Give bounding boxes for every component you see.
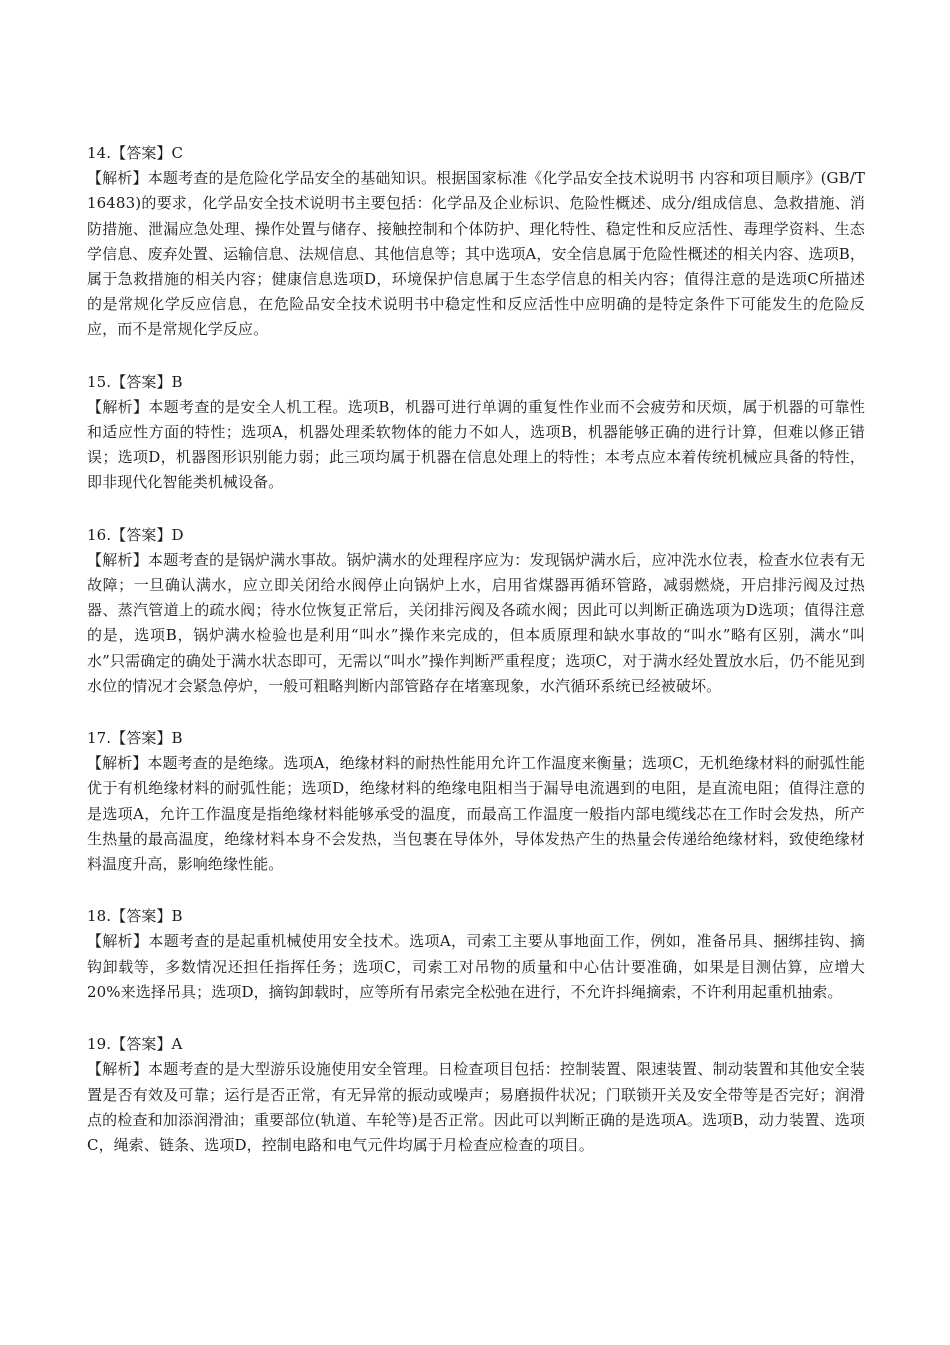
answer-item-15 (87, 370, 865, 496)
answer-heading: 19.【答案】A (87, 1035, 183, 1054)
answer-item-19 (87, 1032, 865, 1158)
answer-heading: 14.【答案】C (87, 144, 184, 162)
answer-item-14 (87, 141, 865, 343)
analysis-paragraph: 【解析】本题考查的是安全人机工程。选项B，机器可进行单调的重复性作业而不会疲劳和厌烦，属于机器的可靠性和适应性方面的特性；选项A，机器处理柔软物体的能力不如人，选项B，机器能够正确的进行计算，但难以修正错误；选项D，机器图形识别能力弱；此三项均属于机器在信息处理上的特性；本考点应本着传统机械应具备的特性，即非现代化智能类机械设备。 (87, 397, 865, 492)
analysis-paragraph: 【解析】本题考查的是大型游乐设施使用安全管理。日检查项目包括：控制装置、限速装置、制动装置和其他安全装置是否有效及可靠；运行是否正常，有无异常的振动或噪声；易磨损件状况；门联锁开关及安全带等是否完好；润滑点的检查和加添润滑油；重要部位(轨道、车轮等)是否正常。因此可以判断正确的是选项A。选项B，动力装置、选项C，绳索、链条、选项D，控制电路和电气元件均属于月检查应检查的项目。 (87, 1060, 865, 1154)
answer-heading: 17.【答案】B (87, 729, 183, 748)
answer-item-18 (87, 904, 865, 1005)
answer-heading: 16.【答案】D (87, 525, 184, 544)
answer-heading: 15.【答案】B (87, 372, 183, 391)
answer-heading: 18.【答案】B (87, 907, 183, 926)
document-page (87, 141, 865, 1185)
analysis-paragraph: 【解析】本题考查的是危险化学品安全的基础知识。根据国家标准《化学品安全技术说明书 内容和项目顺序》(GB/T 16483)的要求，化学品安全技术说明书主要包括：化学品及企业标识、危险性概述、成分/组成信息、急救措施、消防措施、泄漏应急处理、操作处置与储存、接触控制和个体防护、理化特性、稳定性和反应活性、毒理学资料、生态学信息、废弃处置、运输信息、法规信息、其他信息等；其中选项A，安全信息属于危险性概述的相关内容、选项B，属于急救措施的相关内容；健康信息选项D，环境保护信息属于生态学信息的相关内容；值得注意的是选项C所描述的是常规化学反应信息，在危险品安全技术说明书中稳定性和反应活性中应明确的是特定条件下可能发生的危险反应，而不是常规化学反应。 (87, 169, 865, 339)
answer-item-17 (87, 726, 865, 877)
analysis-paragraph: 【解析】本题考查的是起重机械使用安全技术。选项A，司索工主要从事地面工作，例如，准备吊具、捆绑挂钩、摘钩卸载等，多数情况还担任指挥任务；选项C，司索工对吊物的质量和中心估计要准确，如果是目测估算，应增大20%来选择吊具；选项D，摘钩卸载时，应等所有吊索完全松弛在进行，不允许抖绳摘索，不许利用起重机抽索。 (87, 932, 865, 1001)
answer-item-16 (87, 523, 865, 699)
analysis-paragraph: 【解析】本题考查的是绝缘。选项A，绝缘材料的耐热性能用允许工作温度来衡量；选项C，无机绝缘材料的耐弧性能优于有机绝缘材料的耐弧性能；选项D，绝缘材料的绝缘电阻相当于漏导电流遇到的电阻，是直流电阻；值得注意的是选项A，允许工作温度是指绝缘材料能够承受的温度，而最高工作温度一般指内部电缆线芯在工作时会发热，所产生热量的最高温度，绝缘材料本身不会发热，当包裹在导体外，导体发热产生的热量会传递给绝缘材料，致使绝缘材料温度升高，影响绝缘性能。 (87, 754, 865, 874)
analysis-paragraph: 【解析】本题考查的是锅炉满水事故。锅炉满水的处理程序应为：发现锅炉满水后，应冲洗水位表，检查水位表有无故障；一旦确认满水，应立即关闭给水阀停止向锅炉上水，启用省煤器再循环管路，减弱燃烧，开启排污阀及过热器、蒸汽管道上的疏水阀；待水位恢复正常后，关闭排污阀及各疏水阀；因此可以判断正确选项为D选项；值得注意的是，选项B，锅炉满水检验也是利用“叫水”操作来完成的，但本质原理和缺水事故的“叫水”略有区别，满水“叫水”只需确定的确处于满水状态即可，无需以“叫水”操作判断严重程度；选项C，对于满水经处置放水后，仍不能见到水位的情况才会紧急停炉，一般可粗略判断内部管路存在堵塞现象，水汽循环系统已经被破坏。 (87, 550, 865, 695)
